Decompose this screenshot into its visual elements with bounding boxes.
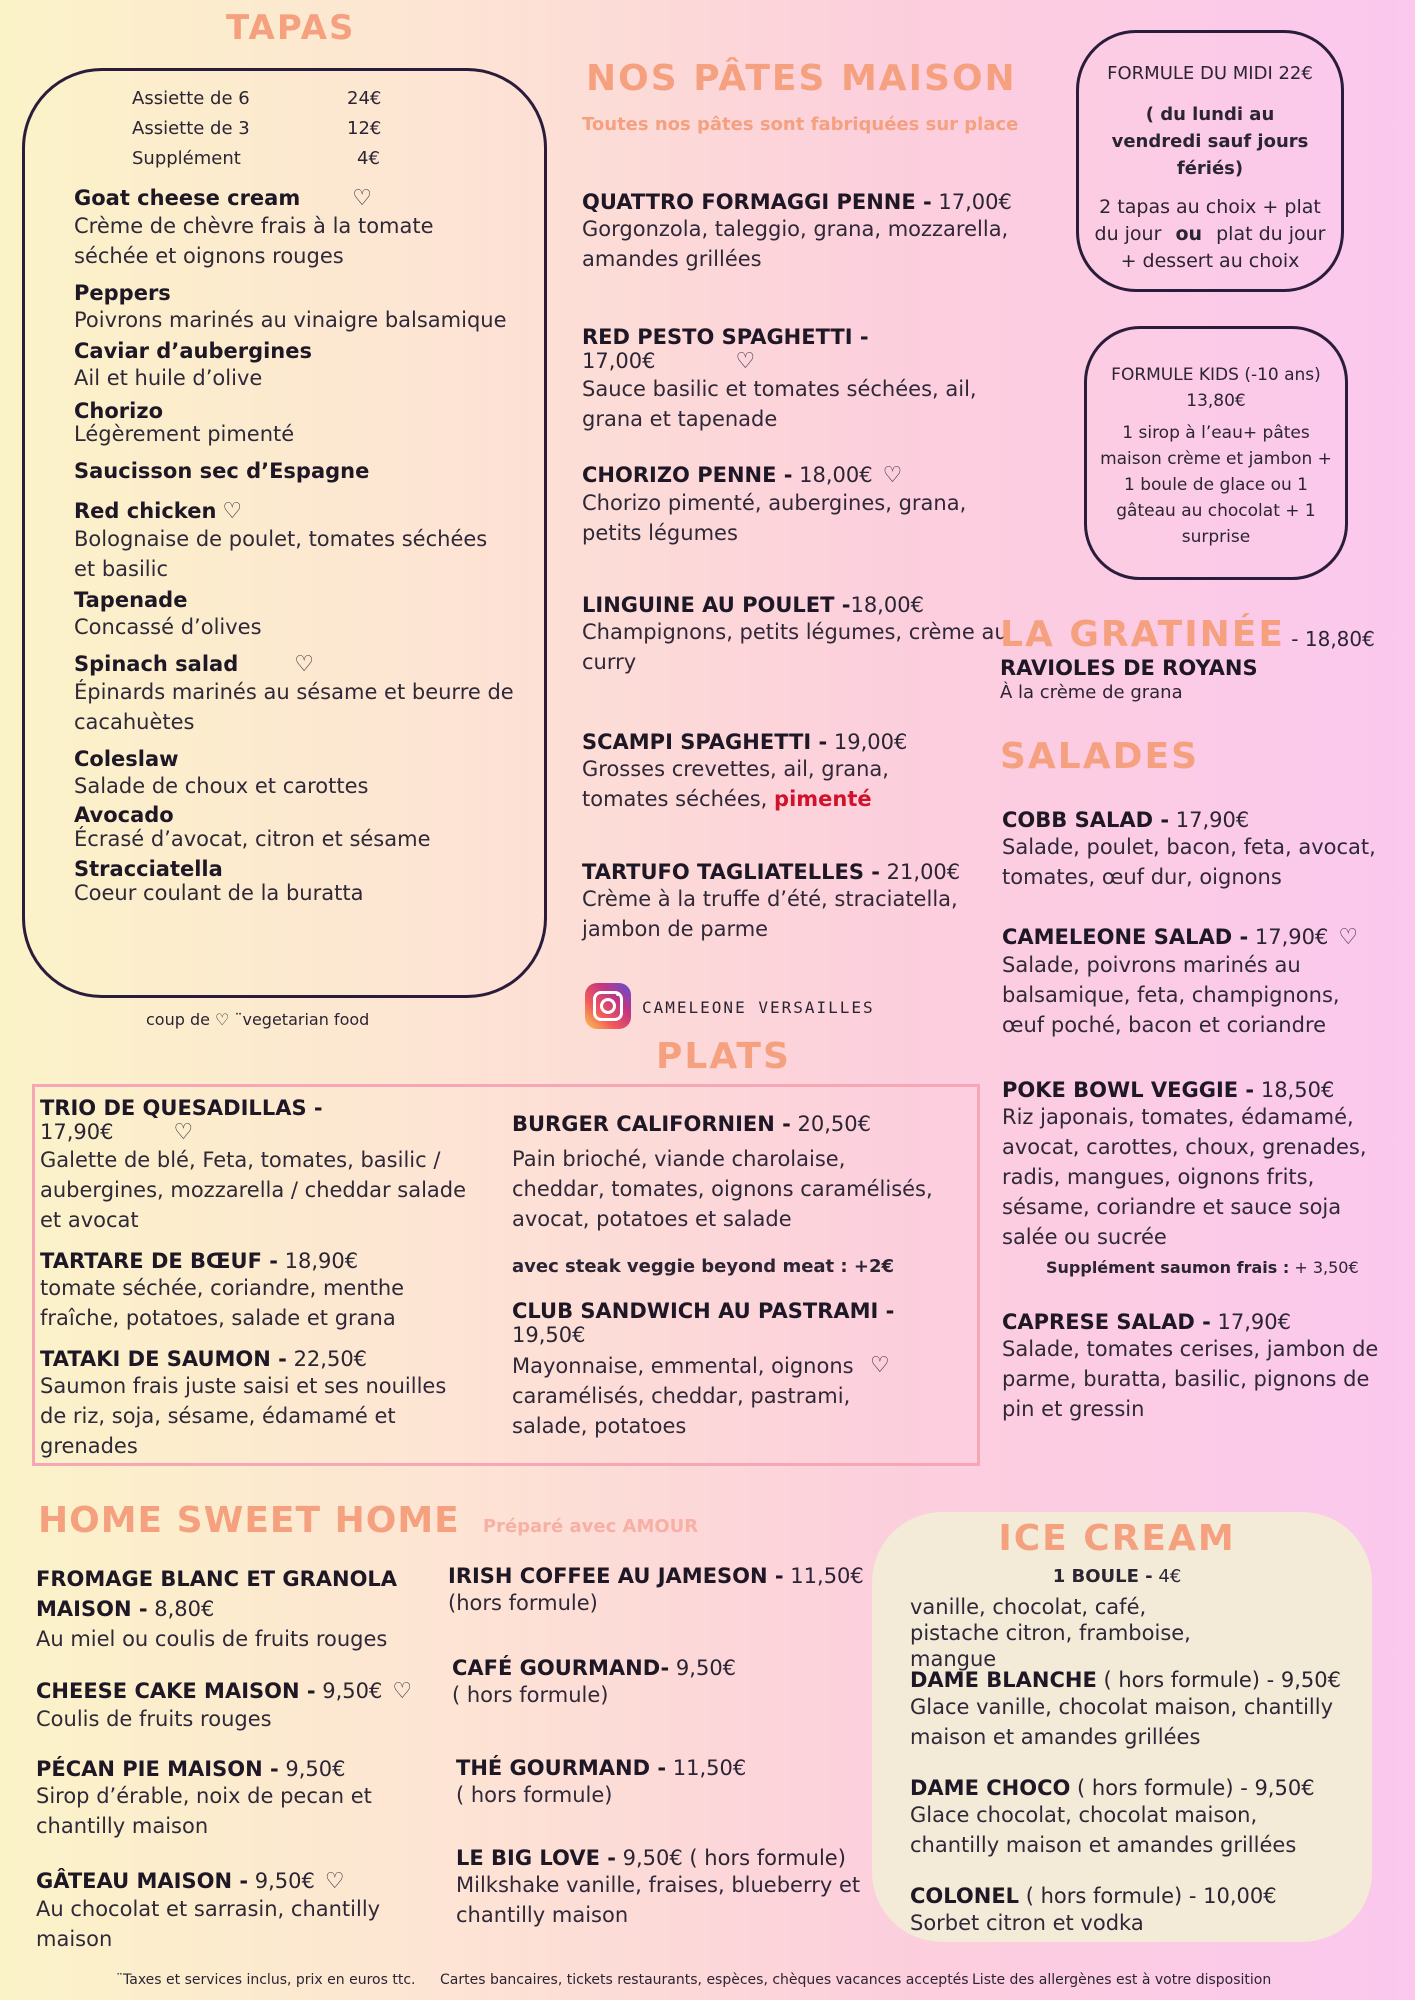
pates-item: SCAMPI SPAGHETTI - 19,00€ Grosses crevettes, ail, grana, tomates séchées, pimenté: [582, 730, 908, 811]
tapas-item: Coleslaw Salade de choux et carottes: [74, 747, 369, 798]
plat-item: TARTARE DE BŒUF - 18,90€ tomate séchée, coriandre, menthe fraîche, potatoes, salade et grana: [40, 1249, 405, 1330]
dessert-item: PÉCAN PIE MAISON - 9,50€ Sirop d’érable, noix de pecan et chantilly maison: [36, 1757, 372, 1838]
icecream-title: ICE CREAM: [998, 1518, 1236, 1559]
tapas-legend: coup de ♡ ¨vegetarian food: [146, 1010, 370, 1029]
salades-list: [1002, 808, 1382, 1424]
icecream-item: DAME CHOCO ( hors formule) - 9,50€ Glace chocolat, chocolat maison, chantilly maison et amandes grillées: [910, 1776, 1315, 1857]
salade-item: CAMELEONE SALAD - 17,90€ ♡ Salade, poivrons marinés au balsamique, feta, champignons, œuf poché, bacon et coriandre: [1002, 925, 1359, 1037]
gratinee-name: RAVIOLES DE ROYANS: [1000, 656, 1258, 680]
salade-item: COBB SALAD - 17,90€ Salade, poulet, bacon, feta, avocat, tomates, œuf dur, oignons: [1002, 808, 1376, 889]
plat-item: TRIO DE QUESADILLAS - 17,90€ ♡ Galette de blé, Feta, tomates, basilic / aubergines, mozzarella / cheddar salade et avocat: [40, 1096, 467, 1232]
veggie-option: avec steak veggie beyond meat : +2€: [512, 1256, 895, 1277]
heart-icon: ♡: [870, 1353, 890, 1378]
footer-payment: Cartes bancaires, tickets restaurants, espèces, chèques vacances acceptés: [440, 1972, 969, 1988]
footer-allergens: Liste des allergènes est à votre disposition: [972, 1972, 1272, 1988]
desserts-left: [36, 1564, 426, 1954]
tapas-item: Stracciatella Coeur coulant de la buratta: [74, 857, 364, 905]
dessert-item: FROMAGE BLANC ET GRANOLA MAISON - 8,80€ Au miel ou coulis de fruits rouges: [36, 1567, 398, 1651]
dessert-item: CHEESE CAKE MAISON - 9,50€ ♡ Coulis de fruits rouges: [36, 1679, 413, 1731]
heart-icon: ♡: [735, 349, 756, 374]
desserts-right: [448, 1564, 868, 1930]
icecream-list: [910, 1668, 1350, 1938]
tapas-price-row: Assiette de 6 24€: [132, 88, 382, 109]
tapas-list: [74, 186, 514, 905]
salade-item: POKE BOWL VEGGIE - 18,50€ Riz japonais, tomates, édamamé, avocat, carottes, choux, grenades, radis, mangues, oignons frits, sésame, coriandre et sauce soja salée ou sucrée Supplément saumon frais : + 3,50€: [1002, 1078, 1367, 1277]
heart-icon: ♡: [1338, 925, 1359, 950]
pates-subtitle: Toutes nos pâtes sont fabriquées sur place: [582, 114, 1019, 135]
tapas-item: Goat cheese cream ♡ Crème de chèvre frais à la tomate séchée et oignons rouges: [74, 186, 434, 268]
pates-title: NOS PÂTES MAISON: [586, 58, 1017, 99]
tapas-item: Peppers Poivrons marinés au vinaigre balsamique: [74, 281, 507, 332]
pates-item: LINGUINE AU POULET -18,00€ Champignons, petits légumes, crème au curry: [582, 593, 1008, 674]
tapas-item: Chorizo Légèrement pimenté: [74, 399, 295, 446]
tapas-item: Tapenade Concassé d’olives: [74, 588, 262, 639]
tapas-price-row: Supplément 4€: [132, 148, 380, 169]
tapas-item: Red chicken ♡ Bolognaise de poulet, tomates séchées et basilic: [74, 499, 488, 581]
tapas-item: Caviar d’aubergines Ail et huile d’olive: [74, 339, 312, 390]
icecream-item: COLONEL ( hors formule) - 10,00€ Sorbet citron et vodka: [910, 1884, 1277, 1935]
heart-icon: ♡: [173, 1120, 194, 1145]
tapas-prices: [132, 84, 381, 174]
formule-midi: FORMULE DU MIDI 22€ ( du lundi au vendredi sauf jours fériés) 2 tapas au choix + plat du jour ou plat du jour + dessert au choix: [1094, 63, 1326, 272]
dessert-item: IRISH COFFEE AU JAMESON - 11,50€ (hors formule): [448, 1564, 864, 1615]
gratinee-header: LA GRATINÉE - 18,80€: [1000, 614, 1375, 655]
footer-taxes: ¨Taxes et services inclus, prix en euros ttc.: [116, 1972, 416, 1988]
instagram-handle[interactable]: CAMELEONE VERSAILLES: [642, 998, 875, 1017]
icecream-boule: 1 BOULE - 4€: [1052, 1566, 1182, 1587]
dessert-item: THÉ GOURMAND - 11,50€ ( hors formule): [456, 1756, 747, 1807]
dessert-item: LE BIG LOVE - 9,50€ ( hors formule) Milkshake vanille, fraises, blueberry et chantilly maison: [456, 1846, 861, 1927]
formule-kids: FORMULE KIDS (-10 ans) 13,80€ 1 sirop à l’eau+ pâtes maison crème et jambon + 1 boule de glace ou 1 gâteau au chocolat + 1 surprise: [1100, 365, 1332, 547]
pates-item: CHORIZO PENNE - 18,00€ ♡ Chorizo pimenté, aubergines, grana, petits légumes: [582, 463, 967, 545]
instagram-icon[interactable]: [585, 983, 631, 1029]
gratinee-desc: À la crème de grana: [1000, 682, 1183, 703]
spicy-label: pimenté: [774, 787, 872, 811]
dessert-item: GÂTEAU MAISON - 9,50€ ♡ Au chocolat et sarrasin, chantilly maison: [36, 1869, 381, 1951]
tapas-item: Avocado Écrasé d’avocat, citron et sésame: [74, 803, 431, 851]
heart-icon: ♡: [882, 463, 903, 488]
tapas-item: Spinach salad ♡ Épinards marinés au sésame et beurre de cacahuètes: [74, 652, 514, 734]
tapas-price-row: Assiette de 3 12€: [132, 118, 382, 139]
salades-title: SALADES: [1000, 736, 1199, 777]
heart-icon: ♡: [294, 652, 314, 677]
pates-item: RED PESTO SPAGHETTI - 17,00€ ♡ Sauce basilic et tomates séchées, ail, grana et tapenade: [582, 325, 977, 431]
plat-item: CLUB SANDWICH AU PASTRAMI - 19,50€ Mayonnaise, emmental, oignons caramélisés, cheddar, pastrami, salade, potatoes ♡: [512, 1299, 895, 1438]
plat-item: BURGER CALIFORNIEN - 20,50€ Pain brioché, viande charolaise, cheddar, tomates, oignons caramélisés, avocat, potatoes et salade: [512, 1112, 933, 1231]
dessert-item: CAFÉ GOURMAND- 9,50€ ( hors formule): [452, 1656, 737, 1707]
desserts-header: HOME SWEET HOME Préparé avec AMOUR: [38, 1500, 699, 1541]
plats-left: [40, 1096, 470, 1461]
icecream-item: DAME BLANCHE ( hors formule) - 9,50€ Glace vanille, chocolat maison, chantilly maison et amandes grillées: [910, 1668, 1342, 1749]
heart-icon: ♡: [352, 186, 372, 211]
heart-icon: ♡: [392, 1679, 413, 1704]
salade-item: CAPRESE SALAD - 17,90€ Salade, tomates cerises, jambon de parme, buratta, basilic, pignons de pin et gressin: [1002, 1310, 1379, 1421]
plats-title: PLATS: [656, 1036, 791, 1077]
plats-right: [512, 1112, 942, 1441]
plat-item: TATAKI DE SAUMON - 22,50€ Saumon frais juste saisi et ses nouilles de riz, soja, sésame, édamamé et grenades: [40, 1347, 447, 1458]
tapas-title: TAPAS: [226, 8, 356, 48]
icecream-flavours: vanille, chocolat, café, pistache citron, framboise, mangue: [910, 1595, 1191, 1671]
pates-list: [582, 190, 1012, 944]
pates-item: TARTUFO TAGLIATELLES - 21,00€ Crème à la truffe d’été, straciatella, jambon de parme: [582, 860, 961, 941]
heart-icon: ♡: [222, 499, 243, 524]
tapas-item: Saucisson sec d’Espagne: [74, 459, 370, 483]
pates-item: QUATTRO FORMAGGI PENNE - 17,00€ Gorgonzola, taleggio, grana, mozzarella, amandes grillées: [582, 190, 1012, 271]
heart-icon: ♡: [324, 1869, 345, 1894]
